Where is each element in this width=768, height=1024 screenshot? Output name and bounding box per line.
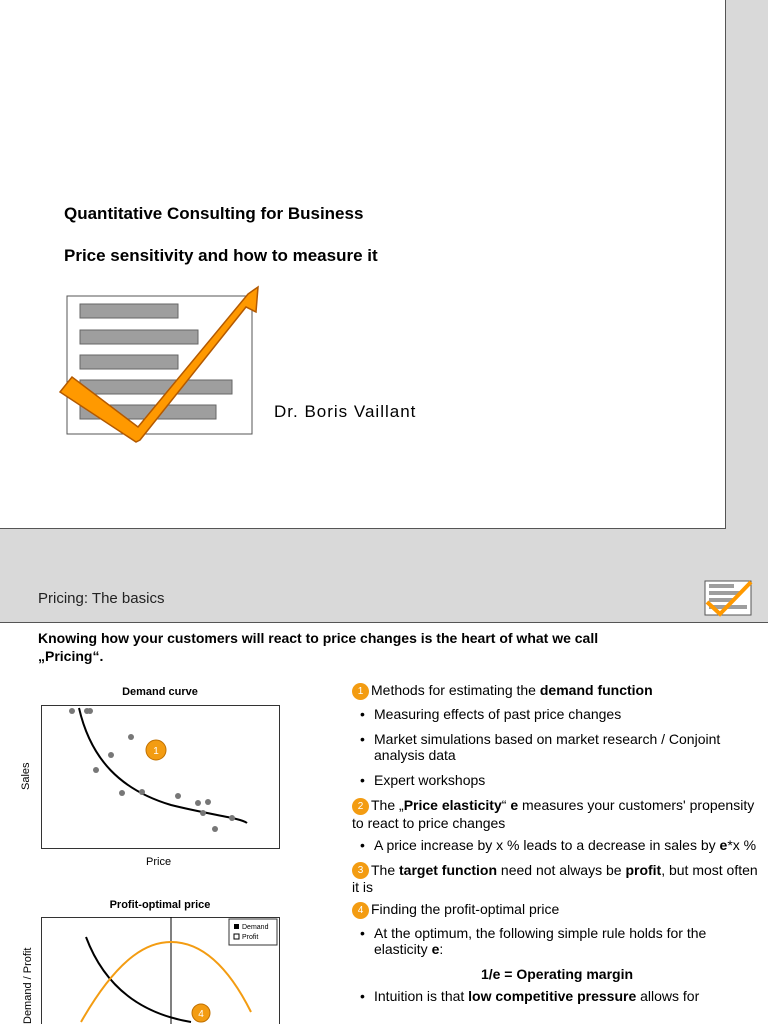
data-point [108, 752, 114, 758]
chart-checkmark-logo [58, 282, 268, 447]
legend-profit: Profit [242, 934, 259, 941]
point-2-sub-1-post: *x % [727, 836, 757, 853]
point-4-sub-1 [352, 925, 762, 957]
profit-chart [41, 917, 281, 1024]
point-2-pre: The „ [371, 796, 404, 813]
number-badge: 3 [352, 862, 369, 879]
data-point [205, 799, 211, 805]
point-3-mid: need not always be [497, 861, 626, 878]
point-2-sub-1-bold: e [719, 836, 728, 853]
point-4-sub-2-bold: low competitive pressure [468, 988, 637, 1005]
data-point [139, 789, 145, 795]
point-4-sub-2 [352, 988, 762, 1004]
marker-4: 4 [198, 1009, 204, 1020]
profit-chart-title: Profit-optimal price [109, 899, 211, 911]
author-name: Dr. Boris Vaillant [274, 402, 417, 421]
demand-y-label: Sales [20, 762, 32, 790]
number-badge: 2 [352, 798, 369, 815]
data-point [119, 790, 125, 796]
point-4-sub-1-bold: e [431, 941, 440, 958]
optimum-formula: 1/e = Operating margin [480, 966, 634, 983]
data-point [87, 708, 93, 714]
data-point [229, 815, 235, 821]
point-3 [352, 862, 762, 896]
data-point [195, 800, 201, 806]
point-4-text: Finding the profit-optimal price [371, 901, 560, 918]
key-points [352, 682, 762, 1013]
point-1-bold: demand function [539, 682, 653, 698]
data-point [212, 826, 218, 832]
point-1-sub-2: • Market simulations based on market research / Conjoint analysis data [352, 731, 762, 763]
title-slide [0, 0, 726, 529]
presentation-title: Quantitative Consulting for Business [64, 204, 364, 223]
point-2-post: measures your customers' propensity to react to price changes [352, 796, 755, 831]
point-2-mid: “ [501, 796, 511, 813]
data-point [69, 708, 75, 714]
point-4-sub-1-pre: At the optimum, the following simple rule holds for the elasticity [374, 925, 707, 958]
small-chart-checkmark-logo [703, 578, 755, 618]
demand-chart-title: Demand curve [122, 686, 198, 698]
data-point [128, 734, 134, 740]
profit-y-label: Demand / Profit [22, 947, 34, 1024]
point-3-bold-2: profit [625, 861, 662, 878]
headline-line-1: Knowing how your customers will react to price changes is the heart of what we call [38, 630, 599, 646]
point-4-sub-2-pre: Intuition is that [374, 988, 469, 1005]
point-1 [352, 682, 762, 700]
point-2-sub-1-pre: A price increase by x % leads to a decrease in sales by [374, 836, 720, 853]
headline-line-2: „Pricing“. [38, 648, 104, 664]
point-3-pre: The [371, 861, 400, 878]
marker-1: 1 [153, 746, 159, 757]
point-1-text: Methods for estimating the [371, 682, 540, 698]
point-3-post: , but most often it is [352, 861, 758, 896]
demand-chart [41, 705, 281, 850]
point-2-sub-1 [352, 837, 762, 853]
point-2-bold-1: Price elasticity [403, 796, 502, 813]
presentation-subtitle: Price sensitivity and how to measure it [64, 246, 378, 265]
data-point [93, 767, 99, 773]
number-badge: 4 [352, 902, 369, 919]
point-1-sub-1: • Measuring effects of past price changes [352, 706, 762, 722]
point-2-bold-2: e [510, 796, 519, 813]
point-3-bold-1: target function [399, 861, 498, 878]
point-4-sub-2-post: allows for [636, 988, 700, 1005]
point-2 [352, 797, 762, 831]
data-point [175, 793, 181, 799]
point-1-sub-3: • Expert workshops [352, 772, 762, 788]
slide-headline [38, 629, 738, 665]
legend-demand: Demand [242, 924, 269, 931]
data-point [200, 810, 206, 816]
point-4-sub-1-post: : [439, 941, 444, 958]
number-badge: 1 [352, 683, 369, 700]
demand-x-label: Price [146, 856, 172, 868]
point-4 [352, 901, 762, 919]
slide-header: Pricing: The basics [38, 590, 165, 607]
